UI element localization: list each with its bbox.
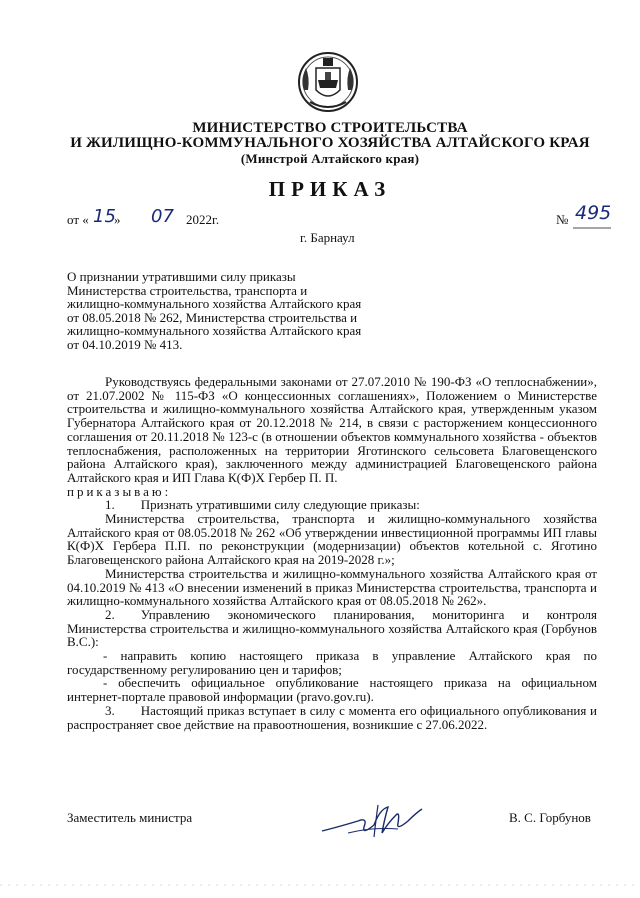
order-body bbox=[67, 375, 597, 731]
order-item-2a: - направить копию настоящего приказа в управление Алтайского края по государственному регулированию цен и тарифов; bbox=[67, 648, 597, 677]
date-year: 2022г. bbox=[186, 212, 220, 227]
date-day-handwritten: 15 bbox=[93, 206, 116, 227]
order-item-3: 3. Настоящий приказ вступает в силу с момента его официального опубликования и распространяет свое действие на правоотношения, возникшие с 27.06.2022. bbox=[67, 702, 597, 732]
ministry-name-line-1: МИНИСТЕРСТВО СТРОИТЕЛЬСТВА bbox=[192, 120, 468, 136]
number-label: № bbox=[556, 212, 569, 227]
order-item-2b: - обеспечить официальное опубликование настоящего приказа на официальном интернет-портале правовой информации (pravo.gov.ru). bbox=[67, 675, 597, 705]
order-item-2: 2. Управлению экономического планирования, мониторинга и контроля Министерства строительства и жилищно-коммунального хозяйства Алтайского края (Горбунов В.С.): bbox=[67, 606, 597, 650]
order-item-1a: Министерства строительства, транспорта и жилищно-коммунального хозяйства Алтайского края от 08.05.2018 № 262 «Об утверждении инвестиционной программы ИП главы К(Ф)Х Гербера П.П. по реконструкции (модернизации) объектов котельной с. Яготино Благовещенского района Алтайского края на 2019-2028 г.»; bbox=[67, 511, 597, 568]
signer-position: Заместитель министра bbox=[67, 810, 193, 825]
preamble: Руководствуясь федеральными законами от 27.07.2010 № 190-ФЗ «О теплоснабжении», от 21.07.2002 № 115-ФЗ «О концессионных соглашениях», Положением о Министерстве строительства и жилищно-коммунального хозяйства Алтайского края, утвержденным указом Губернатора Алтайского края от 20.12.2018 № 214, в связи с расторжением концессионного соглашения от 20.11.2018 № 123-с (в отношении объектов коммунального хозяйства - объектов теплоснабжения, расположенных на территории Яготинского сельсовета Благовещенского района Алтайского края), заключенного между администрацией Благовещенского района Алтайского края и ИП Глава К(Ф)Х Гербер П. П. bbox=[67, 374, 597, 485]
order-item-1: 1. Признать утратившими силу следующие приказы: bbox=[105, 497, 420, 513]
order-word: приказываю: bbox=[67, 483, 172, 499]
document-title: ПРИКАЗ bbox=[268, 177, 392, 201]
signer-name: В. С. Горбунов bbox=[509, 810, 591, 825]
scan-edge-noise bbox=[0, 880, 640, 890]
order-item-1b: Министерства строительства и жилищно-коммунального хозяйства Алтайского края от 04.10.2019 № 413 «О внесении изменений в приказ Министерства строительства, транспорта и жилищно-коммунального хозяйства Алтайского края от 08.05.2018 № 262». bbox=[67, 565, 597, 609]
order-subject: О признании утратившими силу приказы Министерства строительства, транспорта и жилищно-коммунального хозяйства Алтайского края от 08.05.2018 № 262, Министерства строительства и жилищно-коммунального хозяйства Алтайского края от 04.10.2019 № 413. bbox=[67, 269, 362, 352]
number-underline bbox=[573, 227, 611, 230]
ministry-short-name: (Минстрой Алтайского края) bbox=[240, 151, 420, 166]
document-number-handwritten: 495 bbox=[575, 202, 612, 224]
city: г. Барнаул bbox=[300, 230, 355, 245]
coat-of-arms-emblem bbox=[296, 50, 360, 116]
date-prefix: от « bbox=[67, 212, 89, 227]
date-month-handwritten: 07 bbox=[151, 206, 174, 227]
ministry-name-line-2: И ЖИЛИЩНО-КОММУНАЛЬНОГО ХОЗЯЙСТВА АЛТАЙСКОГО КРАЯ bbox=[70, 135, 590, 151]
date-quote-close: » bbox=[114, 212, 121, 227]
handwritten-signature bbox=[318, 797, 428, 841]
date-number-line bbox=[67, 202, 627, 230]
